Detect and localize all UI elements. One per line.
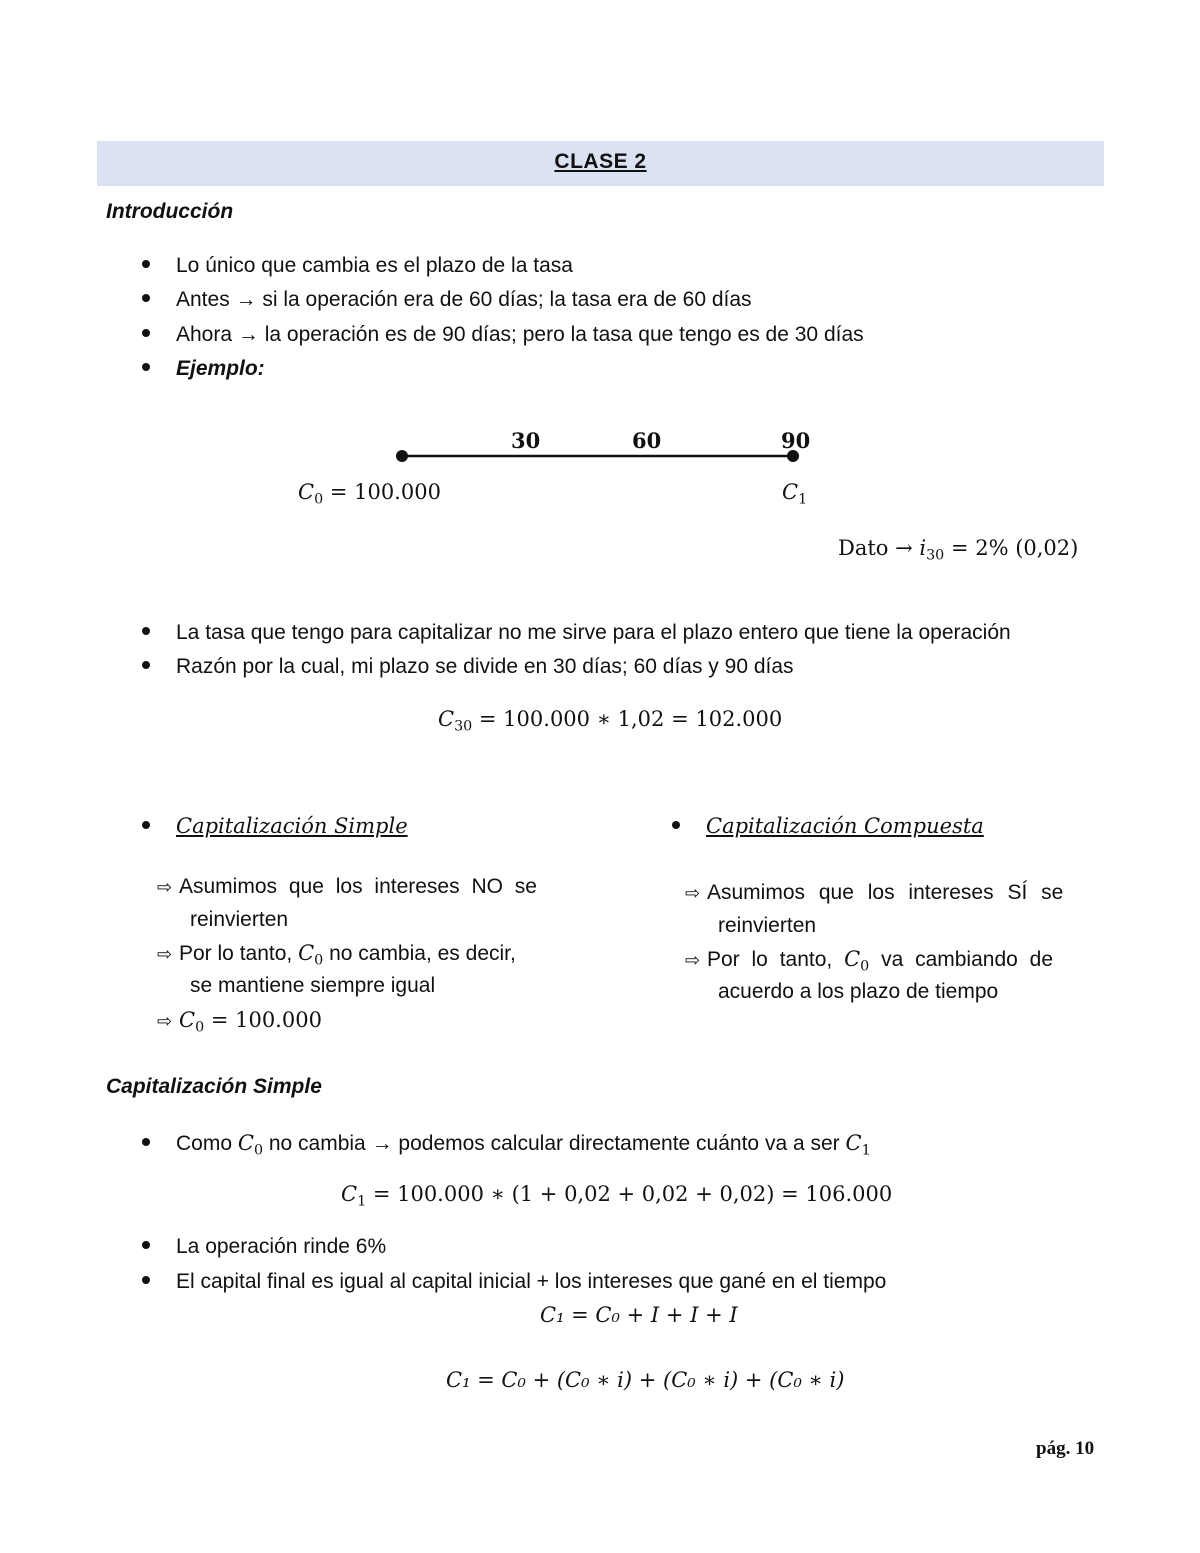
body-bullet-1: La tasa que tengo para capitalizar no me sirve para el plazo entero que tiene la operación [142, 621, 1011, 645]
simple-bullet-1: Como $C_0$ no cambia → podemos calcular directamente cuánto va a ser $C_1$ [142, 1131, 871, 1158]
col-simple-item-2: ⇨ Por lo tanto, $C_0$ no cambia, es decir, [157, 941, 516, 969]
intro-bullet-example: Ejemplo: [142, 357, 265, 381]
tick-60: 60 [632, 428, 662, 453]
col-simple-item-2-cont: se mantiene siempre igual [190, 974, 436, 997]
bullet-icon [142, 1138, 150, 1146]
col-simple-item-1-cont: reinvierten [190, 908, 289, 931]
hollow-arrow-icon: ⇨ [157, 1011, 173, 1031]
bullet-icon [142, 260, 150, 268]
title-band [97, 141, 1104, 186]
bullet-icon [142, 363, 150, 371]
hollow-arrow-icon: ⇨ [685, 950, 701, 970]
tick-90: 90 [781, 428, 811, 453]
hollow-arrow-icon: ⇨ [157, 944, 173, 964]
bullet-icon [672, 821, 680, 829]
intro-bullet-3: Ahora → la operación es de 90 días; pero la tasa que tengo es de 30 días [142, 323, 864, 347]
col-simple-title: Capitalización Simple [142, 814, 408, 839]
col-compound-item-2-cont: acuerdo a los plazo de tiempo [718, 980, 999, 1003]
col-compound-item-1-cont: reinvierten [718, 914, 817, 937]
col-compound-item-1: ⇨ Asumimos que los intereses SÍ se [685, 881, 1064, 904]
formula-c1-interests: C₁ = C₀ + I + I + I [540, 1303, 738, 1327]
bullet-icon [142, 821, 150, 829]
simple-section-heading: Capitalización Simple [106, 1075, 322, 1098]
col-simple-item-1: ⇨ Asumimos que los intereses NO se [157, 875, 537, 898]
timeline-line [390, 445, 810, 469]
formula-c1-total: $C_1 = 100.000$ ∗ (1 + 0,02 + 0,02 + 0,02) = 106.000 [341, 1182, 893, 1210]
bullet-icon [142, 294, 150, 302]
tick-30: 30 [511, 428, 541, 453]
formula-c30: $C_{30} = 100.000$ ∗ 1,02 = 102.000 [438, 707, 783, 735]
timeline-start-point [396, 450, 408, 462]
bullet-icon [142, 1241, 150, 1249]
simple-bullet-3: El capital final es igual al capital inicial + los intereses que gané en el tiempo [142, 1270, 886, 1294]
col-simple-item-3: ⇨ $C_0 = 100.000$ [157, 1008, 322, 1036]
page-title: CLASE 2 [554, 150, 647, 173]
bullet-icon [142, 627, 150, 635]
body-bullet-2: Razón por la cual, mi plazo se divide en 30 días; 60 días y 90 días [142, 655, 794, 679]
c1-label: $C_1$ [782, 480, 808, 508]
dato-label: Dato → $i_{30} = 2\%$ (0,02) [838, 536, 1079, 564]
intro-heading: Introducción [106, 200, 234, 223]
bullet-icon [142, 661, 150, 669]
formula-c1-expanded: C₁ = C₀ + (C₀ ∗ i) + (C₀ ∗ i) + (C₀ ∗ i) [446, 1368, 845, 1392]
bullet-icon [142, 1276, 150, 1284]
intro-bullet-1: Lo único que cambia es el plazo de la tasa [142, 254, 573, 278]
hollow-arrow-icon: ⇨ [157, 877, 173, 897]
c0-label: $C_0 = 100.000$ [298, 480, 441, 508]
hollow-arrow-icon: ⇨ [685, 883, 701, 903]
col-compound-title: Capitalización Compuesta [672, 814, 984, 839]
col-compound-item-2: ⇨ Por lo tanto, $C_0$ va cambiando de [685, 947, 1054, 975]
intro-bullet-2: Antes → si la operación era de 60 días; la tasa era de 60 días [142, 288, 752, 312]
bullet-icon [142, 329, 150, 337]
simple-bullet-2: La operación rinde 6% [142, 1235, 386, 1259]
page-number: pág. 10 [1036, 1438, 1095, 1459]
